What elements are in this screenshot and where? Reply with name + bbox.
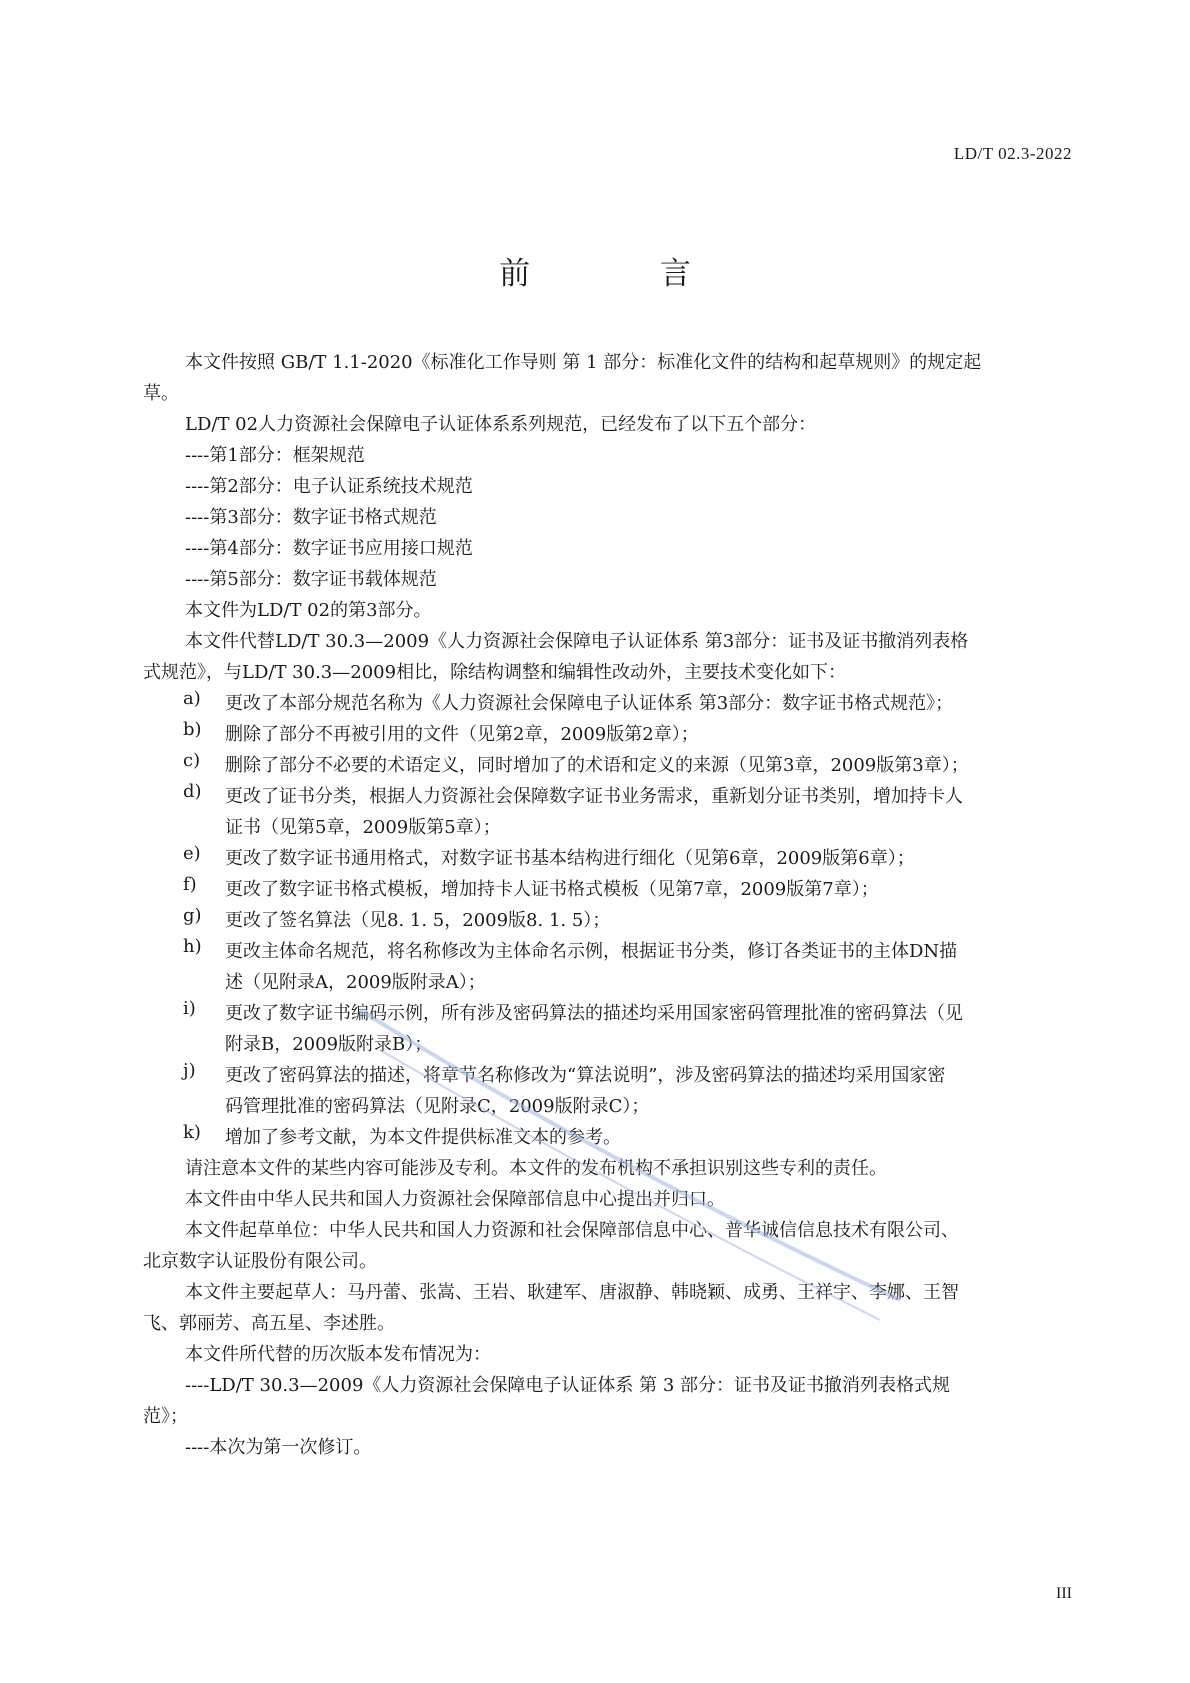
part-list-item: ----第3部分：数字证书格式规范: [185, 507, 437, 528]
change-item-marker: g): [183, 905, 202, 926]
paragraph-patent-notice: 请注意本文件的某些内容可能涉及专利。本文件的发布机构不承担识别这些专利的责任。: [185, 1158, 887, 1179]
change-item-text-cont: 证书（见第5章，2009版第5章）；: [225, 817, 501, 838]
change-item: [143, 936, 1068, 998]
page-title: 前 言: [499, 256, 751, 292]
change-item: [143, 874, 1068, 905]
part-list-item: ----第2部分：电子认证系统技术规范: [185, 476, 473, 497]
change-item-marker: k): [183, 1122, 201, 1143]
change-item-marker: f): [183, 874, 197, 895]
change-item-text: 更改了数字证书编码示例，所有涉及密码算法的描述均采用国家密码管理批准的密码算法（见: [225, 1003, 963, 1024]
standard-code: LD/T 02.3-2022: [953, 144, 1072, 163]
paragraph-drafting-units-cont: 北京数字认证股份有限公司。: [143, 1251, 377, 1272]
change-item: [143, 750, 1068, 781]
change-item-text: 删除了部分不再被引用的文件（见第2章，2009版第2章）；: [225, 724, 699, 745]
change-item-text: 更改了数字证书通用格式，对数字证书基本结构进行细化（见第6章，2009版第6章）；: [225, 848, 915, 869]
paragraph-drafting-units: 本文件起草单位：中华人民共和国人力资源和社会保障部信息中心、普华诚信信息技术有限公司、: [185, 1220, 959, 1241]
paragraph-standard-basis-cont: 草。: [143, 383, 179, 404]
change-item: [143, 843, 1068, 874]
history-list-item: ----LD/T 30.3—2009《人力资源社会保障电子认证体系 第 3 部分：证书及证书撤消列表格式规: [185, 1375, 951, 1396]
change-item-text-cont: 述（见附录A，2009版附录A）；: [225, 972, 486, 993]
change-item-marker: e): [183, 843, 201, 864]
history-list-item-cont: 范》；: [143, 1406, 188, 1427]
change-item-text: 更改了数字证书格式模板，增加持卡人证书格式模板（见第7章，2009版第7章）；: [225, 879, 879, 900]
change-item: [143, 719, 1068, 750]
change-item-text-cont: 码管理批准的密码算法（见附录C，2009版附录C）；: [225, 1096, 650, 1117]
paragraph-replacement-cont: 式规范》，与LD/T 30.3—2009相比，除结构调整和编辑性改动外，主要技术变化如下：: [143, 662, 847, 683]
foreword-body: [143, 347, 1068, 1463]
change-item-marker: j): [183, 1060, 196, 1081]
change-item-text: 更改了密码算法的描述，将章节名称修改为“算法说明”，涉及密码算法的描述均采用国家密: [225, 1065, 946, 1086]
change-item: [143, 998, 1068, 1060]
change-item-text: 更改主体命名规范，将名称修改为主体命名示例，根据证书分类，修订各类证书的主体DN描: [225, 941, 958, 962]
change-item-marker: c): [183, 750, 201, 771]
change-item-text-cont: 附录B，2009版附录B）；: [225, 1034, 433, 1055]
paragraph-series-intro: LD/T 02人力资源社会保障电子认证体系系列规范，已经发布了以下五个部分：: [185, 414, 817, 435]
change-item: [143, 688, 1068, 719]
paragraph-proposer: 本文件由中华人民共和国人力资源社会保障部信息中心提出并归口。: [185, 1189, 725, 1210]
part-list-item: ----第4部分：数字证书应用接口规范: [185, 538, 473, 559]
change-item: [143, 781, 1068, 843]
paragraph-replacement: 本文件代替LD/T 30.3—2009《人力资源社会保障电子认证体系 第3部分：证书及证书撤消列表格: [185, 631, 969, 652]
change-item: [143, 905, 1068, 936]
change-item-marker: b): [183, 719, 202, 740]
change-item-text: 更改了本部分规范名称为《人力资源社会保障电子认证体系 第3部分：数字证书格式规范》；: [225, 693, 954, 714]
paragraph-part-statement: 本文件为LD/T 02的第3部分。: [185, 600, 432, 621]
history-list-item: ----本次为第一次修订。: [185, 1437, 372, 1458]
change-item: [143, 1122, 1068, 1153]
paragraph-drafters: 本文件主要起草人：马丹蕾、张嵩、王岩、耿建军、唐淑静、韩晓颖、成勇、王祥宇、李娜、王智: [185, 1282, 959, 1303]
change-item-marker: d): [183, 781, 202, 802]
change-item-marker: h): [183, 936, 202, 957]
page-number: III: [1056, 1585, 1072, 1602]
change-item: [143, 1060, 1068, 1122]
paragraph-drafters-cont: 飞、郭丽芳、高五星、李述胜。: [143, 1313, 395, 1334]
paragraph-history-intro: 本文件所代替的历次版本发布情况为：: [185, 1344, 491, 1365]
paragraph-standard-basis: 本文件按照 GB/T 1.1-2020《标准化工作导则 第 1 部分：标准化文件的结构和起草规则》的规定起: [185, 352, 982, 373]
change-item-text: 更改了签名算法（见8. 1. 5，2009版8. 1. 5）；: [225, 910, 611, 931]
part-list-item: ----第1部分：框架规范: [185, 445, 365, 466]
change-item-marker: i): [183, 998, 196, 1019]
change-item-text: 增加了参考文献，为本文件提供标准文本的参考。: [225, 1127, 621, 1148]
change-item-text: 删除了部分不必要的术语定义，同时增加了的术语和定义的来源（见第3章，2009版第3章）；: [225, 755, 969, 776]
change-item-marker: a): [183, 688, 201, 709]
part-list-item: ----第5部分：数字证书载体规范: [185, 569, 437, 590]
change-item-text: 更改了证书分类，根据人力资源社会保障数字证书业务需求，重新划分证书类别，增加持卡人: [225, 786, 963, 807]
